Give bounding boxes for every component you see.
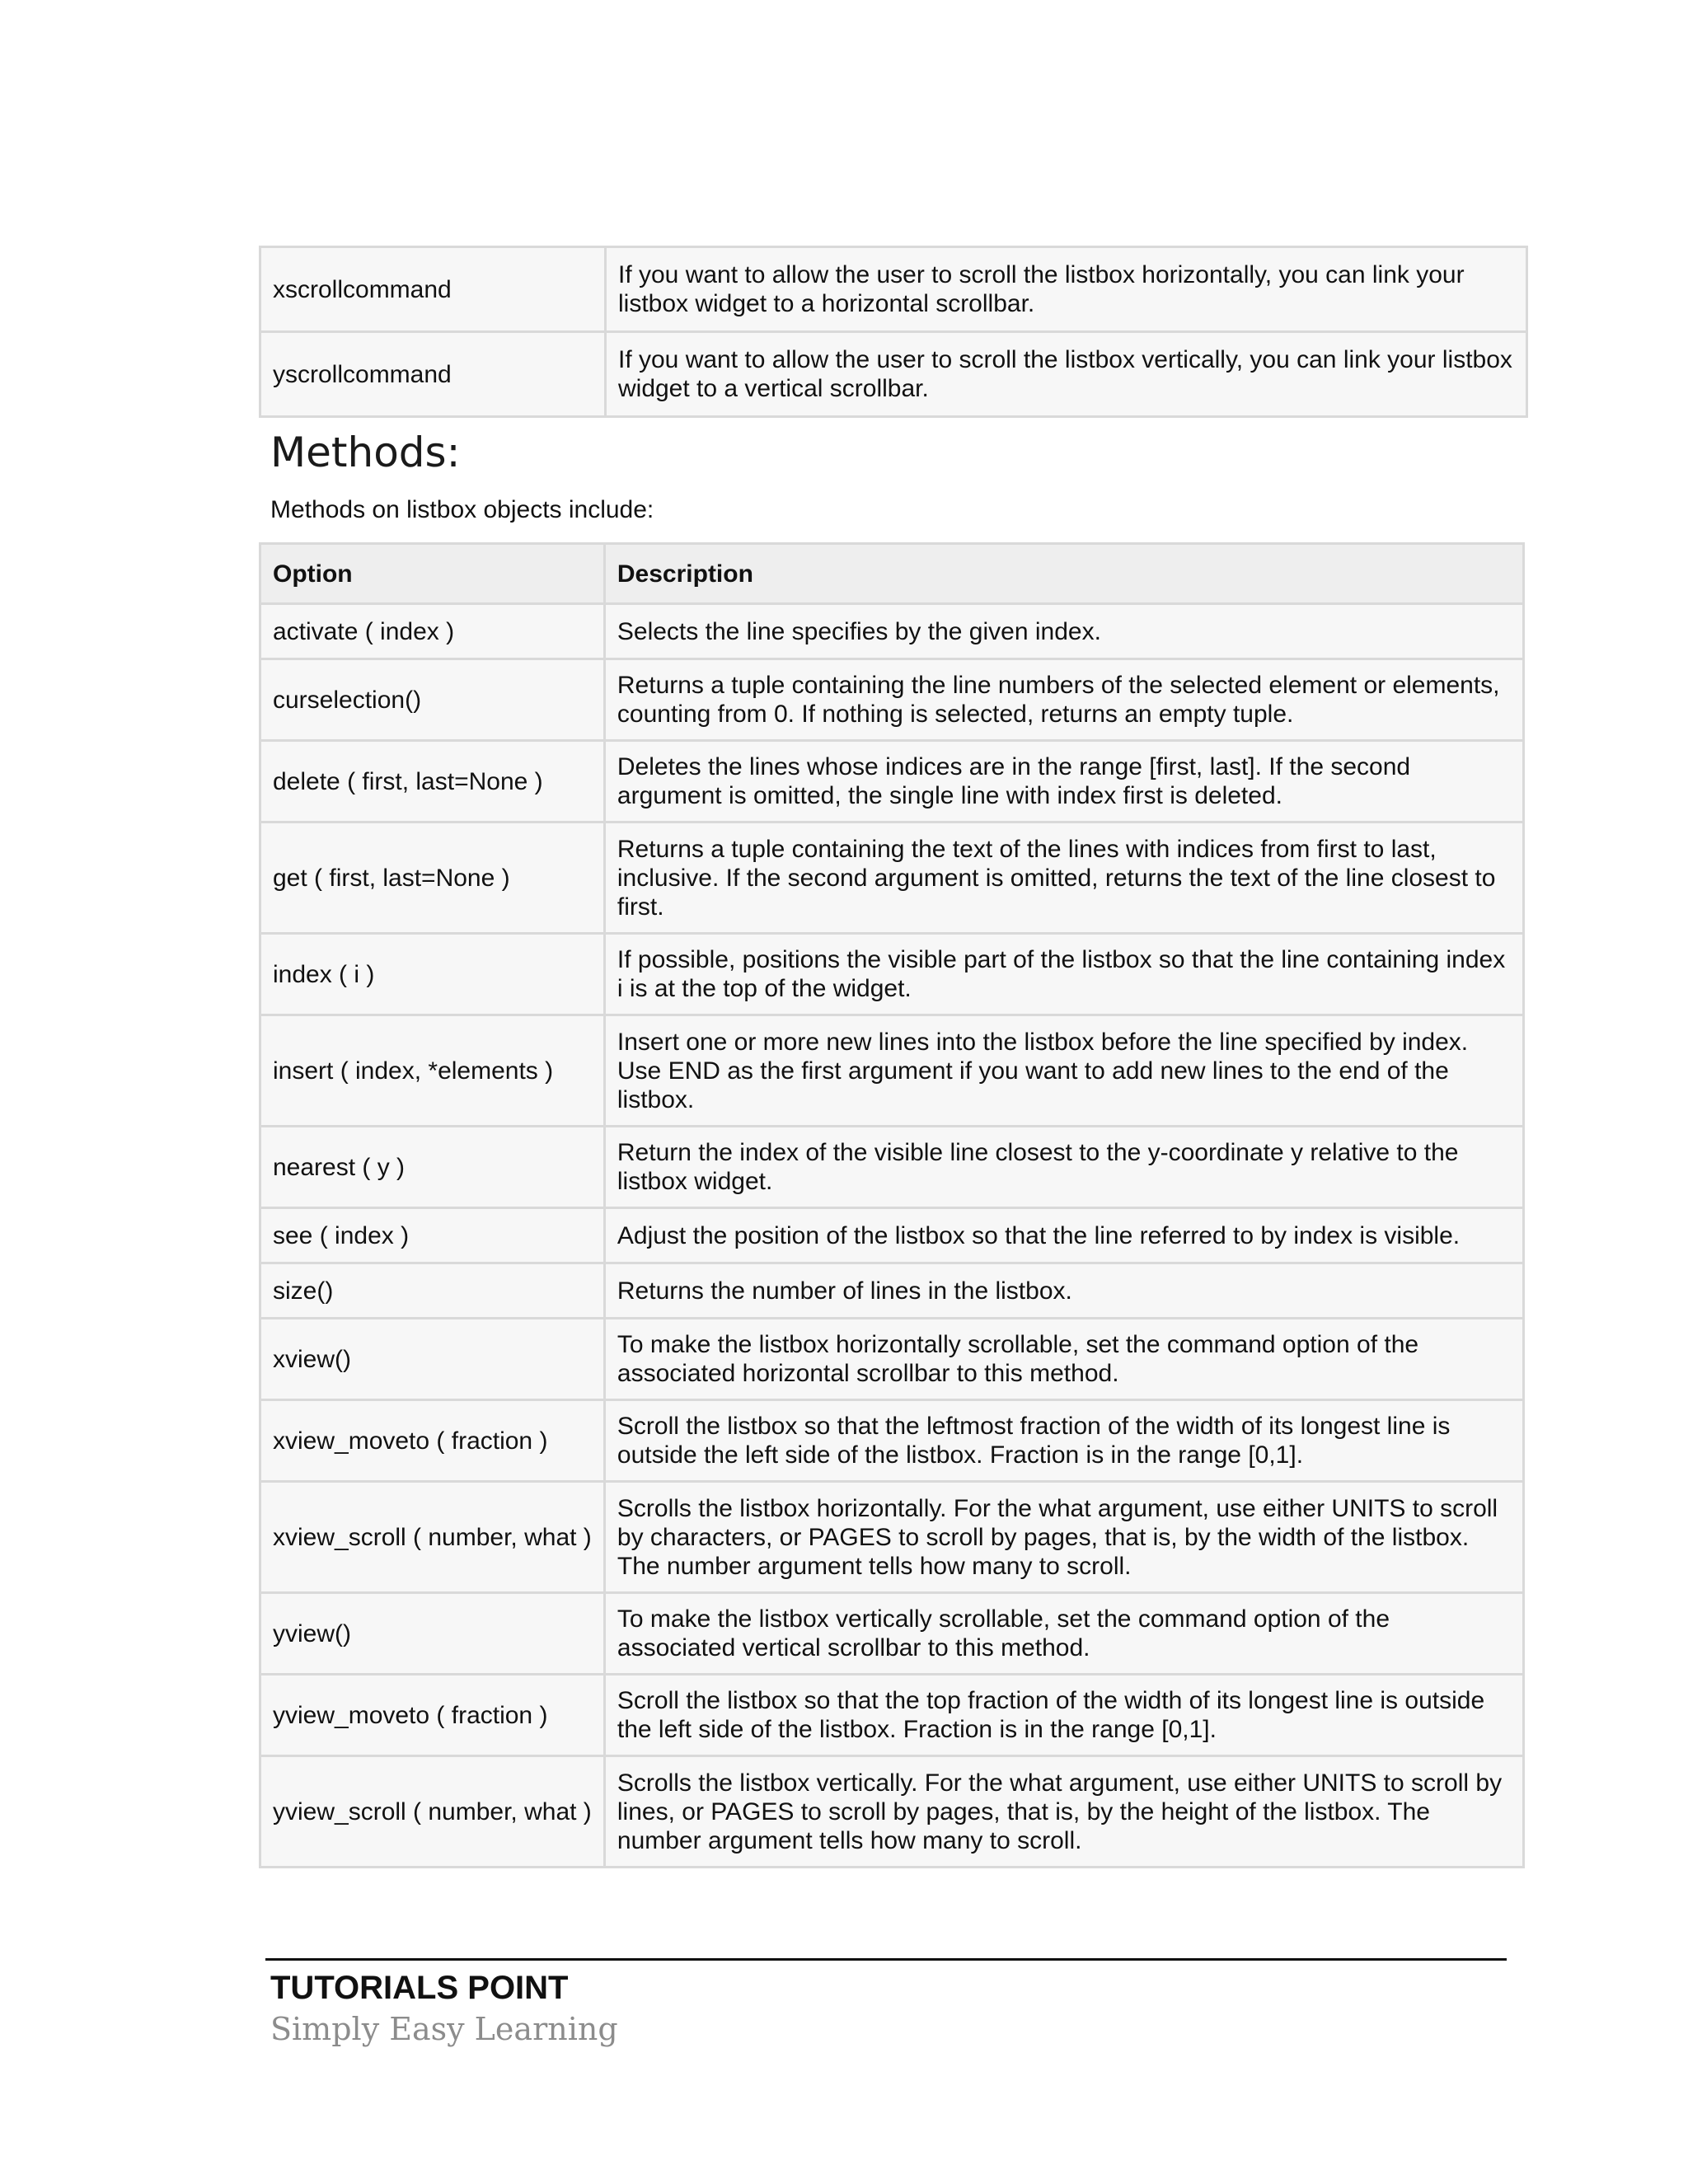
description-cell: Returns a tuple containing the text of the lines with indices from first to last, inclusive. If the second argument is omitted, returns the text of the line closest to first. [604, 823, 1523, 934]
footer-tagline: Simply Easy Learning [270, 2011, 618, 2047]
description-cell: Scrolls the listbox horizontally. For the what argument, use either UNITS to scroll by characters, or PAGES to scroll by pages, that is, by the width of the listbox. The number argument tells how many to scroll. [604, 1482, 1523, 1593]
description-cell: Scroll the listbox so that the top fraction of the width of its longest line is outside the left side of the listbox. Fraction is in the range [0,1]. [604, 1675, 1523, 1756]
description-cell: Returns the number of lines in the listbox. [604, 1263, 1523, 1319]
table-row [260, 1015, 1524, 1127]
description-cell: Selects the line specifies by the given index. [604, 604, 1523, 659]
description-cell: If you want to allow the user to scroll the listbox horizontally, you can link your listbox widget to a horizontal scrollbar. [605, 247, 1526, 332]
method-cell: yview() [260, 1593, 605, 1675]
description-cell: Insert one or more new lines into the listbox before the line specified by index. Use END as the first argument if you want to add new lines to the end of the listbox. [604, 1015, 1523, 1127]
method-cell: xview() [260, 1319, 605, 1400]
method-cell: activate ( index ) [260, 604, 605, 659]
description-cell: Return the index of the visible line closest to the y-coordinate y relative to the listbox widget. [604, 1127, 1523, 1208]
table-row [260, 1675, 1524, 1756]
table-header-row [260, 544, 1524, 604]
method-cell: nearest ( y ) [260, 1127, 605, 1208]
method-cell: xview_moveto ( fraction ) [260, 1400, 605, 1482]
methods-table [259, 542, 1525, 1868]
table-row [260, 1756, 1524, 1868]
table-row [260, 1263, 1524, 1319]
description-cell: Returns a tuple containing the line numbers of the selected element or elements, counting from 0. If nothing is selected, returns an empty tuple. [604, 659, 1523, 741]
table-row [260, 1208, 1524, 1263]
table-row [260, 1400, 1524, 1482]
section-intro: Methods on listbox objects include: [270, 496, 654, 523]
method-cell: yview_scroll ( number, what ) [260, 1756, 605, 1868]
description-cell: Scrolls the listbox vertically. For the what argument, use either UNITS to scroll by lines, or PAGES to scroll by pages, that is, by the height of the listbox. The number argument tells how many to scroll. [604, 1756, 1523, 1868]
description-cell: If you want to allow the user to scroll the listbox vertically, you can link your listbox widget to a vertical scrollbar. [605, 332, 1526, 417]
table-row [260, 659, 1524, 741]
table-row [260, 1482, 1524, 1593]
method-cell: index ( i ) [260, 934, 605, 1015]
table-row [260, 1593, 1524, 1675]
table-row [260, 1127, 1524, 1208]
column-header-description: Description [604, 544, 1523, 604]
table-row [260, 823, 1524, 934]
footer-divider [265, 1958, 1507, 1961]
method-cell: xview_scroll ( number, what ) [260, 1482, 605, 1593]
option-cell: yscrollcommand [260, 332, 606, 417]
table-row [260, 934, 1524, 1015]
option-cell: xscrollcommand [260, 247, 606, 332]
options-table-continued [259, 246, 1528, 418]
table-row [260, 604, 1524, 659]
section-heading: Methods: [270, 429, 461, 476]
description-cell: Adjust the position of the listbox so that the line referred to by index is visible. [604, 1208, 1523, 1263]
method-cell: size() [260, 1263, 605, 1319]
method-cell: see ( index ) [260, 1208, 605, 1263]
method-cell: insert ( index, *elements ) [260, 1015, 605, 1127]
description-cell: Deletes the lines whose indices are in the range [first, last]. If the second argument is omitted, the single line with index first is deleted. [604, 741, 1523, 823]
method-cell: get ( first, last=None ) [260, 823, 605, 934]
description-cell: Scroll the listbox so that the leftmost fraction of the width of its longest line is outside the left side of the listbox. Fraction is in the range [0,1]. [604, 1400, 1523, 1482]
method-cell: yview_moveto ( fraction ) [260, 1675, 605, 1756]
method-cell: curselection() [260, 659, 605, 741]
table-row [260, 332, 1527, 417]
description-cell: If possible, positions the visible part of the listbox so that the line containing index i is at the top of the widget. [604, 934, 1523, 1015]
column-header-option: Option [260, 544, 605, 604]
footer-brand: TUTORIALS POINT [270, 1970, 569, 2006]
method-cell: delete ( first, last=None ) [260, 741, 605, 823]
table-row [260, 1319, 1524, 1400]
table-row [260, 741, 1524, 823]
description-cell: To make the listbox horizontally scrollable, set the command option of the associated horizontal scrollbar to this method. [604, 1319, 1523, 1400]
description-cell: To make the listbox vertically scrollable, set the command option of the associated vertical scrollbar to this method. [604, 1593, 1523, 1675]
table-row [260, 247, 1527, 332]
